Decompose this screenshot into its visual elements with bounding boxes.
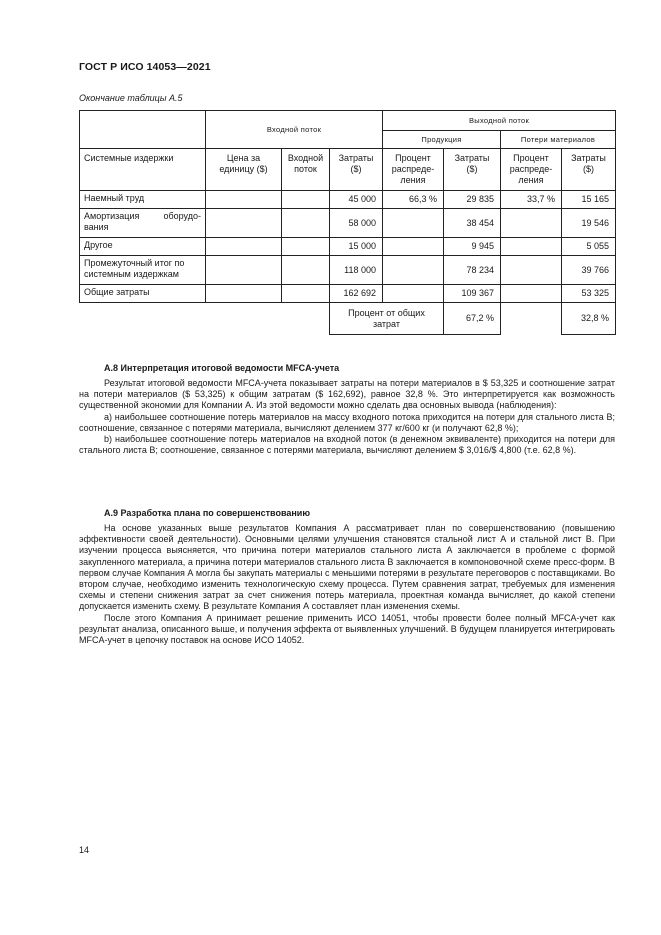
cell-input-flow: [282, 238, 330, 256]
cell-pct-products: 66,3 %: [383, 191, 444, 209]
input-flow-group-header: Входной поток: [206, 111, 383, 149]
percent-row-label: Процент от общих затрат: [330, 303, 444, 335]
cell-costs-in: 58 000: [330, 209, 383, 238]
cost-table: [79, 110, 616, 335]
table-row: [80, 238, 616, 256]
cell-costs-losses: 19 546: [562, 209, 616, 238]
cell-pct-products: [383, 209, 444, 238]
col-header-costs-products: Затраты ($): [444, 149, 501, 191]
cell-pct-products: [383, 285, 444, 303]
cell-pct-products: [383, 238, 444, 256]
table-row: [80, 191, 616, 209]
products-group-header: Продукция: [383, 131, 501, 149]
percent-losses: 32,8 %: [562, 303, 616, 335]
table-row: [80, 209, 616, 238]
section-a9-text: [79, 523, 615, 646]
cell-pct-losses: [501, 256, 562, 285]
paragraph: а) наибольшее соотношение потерь материалов на массу входного потока приходится на потери для стального листа В; соотношение, связанное с потерями материала, вычисляют делением 377 кг/600 кг (и получают 62,8 %);: [79, 411, 615, 433]
cell-pct-losses: [501, 238, 562, 256]
cell-costs-losses: 53 325: [562, 285, 616, 303]
col-header-costs-in: Затраты ($): [330, 149, 383, 191]
row-label: Амортизация оборудо-вания: [80, 209, 206, 238]
cell-unit-price: [206, 285, 282, 303]
cell-pct-losses: 33,7 %: [501, 191, 562, 209]
cell-costs-in: 162 692: [330, 285, 383, 303]
output-flow-group-header: Выходной поток: [383, 111, 616, 131]
percent-products: 67,2 %: [444, 303, 501, 335]
section-a8-title: А.8 Интерпретация итоговой ведомости MFCA-учета: [104, 363, 340, 373]
table-row: [80, 256, 616, 285]
table-caption: Окончание таблицы А.5: [79, 93, 183, 103]
col-header-pct-losses: Процент распреде-ления: [501, 149, 562, 191]
row-label: Промежуточный итог по системным издержкам: [80, 256, 206, 285]
cell-costs-products: 78 234: [444, 256, 501, 285]
row-label: Общие затраты: [80, 285, 206, 303]
cell-costs-in: 118 000: [330, 256, 383, 285]
cell-pct-losses: [501, 209, 562, 238]
col-header-costs-losses: Затраты ($): [562, 149, 616, 191]
cell-costs-products: 38 454: [444, 209, 501, 238]
header-blank-cell: [80, 111, 206, 149]
material-losses-group-header: Потери материалов: [501, 131, 616, 149]
section-a8-text: [79, 378, 615, 456]
paragraph: После этого Компания А принимает решение применить ИСО 14051, чтобы провести более полный MFCA-учет как результат анализа, описанного выше, и получения эффекта от выявленных улучшений. В будущем планируется интегрировать MFCA-учет в цепочку поставок на основе ИСО 14052.: [79, 612, 615, 646]
col-header-system-costs: Системные издержки: [80, 149, 206, 191]
page-number: 14: [79, 845, 90, 855]
row-label: Другое: [80, 238, 206, 256]
cell-unit-price: [206, 256, 282, 285]
row-label: Наемный труд: [80, 191, 206, 209]
cell-pct-products: [383, 256, 444, 285]
cell-input-flow: [282, 285, 330, 303]
document-header: ГОСТ Р ИСО 14053—2021: [79, 61, 211, 73]
cell-costs-losses: 39 766: [562, 256, 616, 285]
cell-costs-losses: 5 055: [562, 238, 616, 256]
cell-costs-products: 29 835: [444, 191, 501, 209]
cell-pct-losses: [501, 285, 562, 303]
section-a9-title: А.9 Разработка плана по совершенствованию: [104, 508, 311, 518]
paragraph: Результат итоговой ведомости MFCA-учета показывает затраты на потери материалов в $ 53,325 и соотношение затрат на потери материалов ($ 53,325) к общим затратам ($ 162,692), равное 32,8 %. Это интерпретируется как возможность существенной экономии для Компании А. Из этой ведомости можно сделать два основных вывода (наблюдения):: [79, 378, 615, 411]
cell-unit-price: [206, 191, 282, 209]
paragraph: На основе указанных выше результатов Компания А рассматривает план по совершенствованию (повышению эффективности своей деятельности). Основными целями улучшения становятся стальной лист А и стальной лист В. При изучении процесса выясняется, что причина потери материалов стального листа А заключается в проблеме с формой закупленного материала, а причина потери материалов стального листа В заключается в компоновочной схеме пресс-форм. В первом случае Компания А могла бы закупать материалы с меньшими потерями в результате переговоров с поставщиками. Во втором случае, необходимо изменить технологическую схему процесса. Путем сравнения затрат, требуемых для изменения схемы и степени снижения затрат за счет снижения потерь материала, проектная команда вычисляет, до какой степени допускается изменить схему. В результате Компания А составляет план изменения схемы.: [79, 523, 615, 612]
cell-costs-losses: 15 165: [562, 191, 616, 209]
col-header-pct-products: Процент распреде-ления: [383, 149, 444, 191]
cell-costs-in: 45 000: [330, 191, 383, 209]
col-header-unit-price: Цена за единицу ($): [206, 149, 282, 191]
cell-unit-price: [206, 209, 282, 238]
cell-input-flow: [282, 256, 330, 285]
cell-input-flow: [282, 209, 330, 238]
percent-row-gap: [501, 303, 562, 335]
percent-row-spacer: [80, 303, 330, 335]
cell-costs-products: 9 945: [444, 238, 501, 256]
col-header-input-flow: Входной поток: [282, 149, 330, 191]
paragraph: b) наибольшее соотношение потерь материалов на входной поток (в денежном эквиваленте) приходится на потери для стального листа В; соотношение, связанное с потерями материала, вычисляют делением $ 3,016/$ 4,800 (т.е. 62,8 %).: [79, 434, 615, 456]
table-row: [80, 285, 616, 303]
cell-costs-products: 109 367: [444, 285, 501, 303]
cell-costs-in: 15 000: [330, 238, 383, 256]
cell-input-flow: [282, 191, 330, 209]
cell-unit-price: [206, 238, 282, 256]
